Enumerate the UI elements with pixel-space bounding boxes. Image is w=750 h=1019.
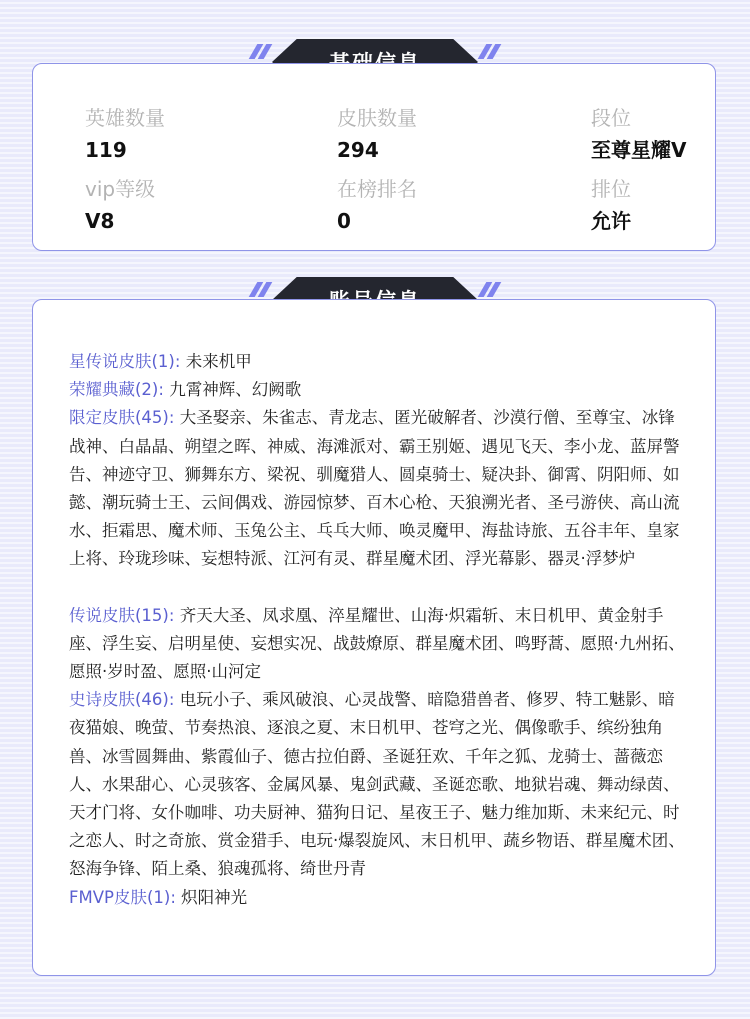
skin-category-list <box>69 348 689 912</box>
leaderboard-value: 0 <box>337 209 351 233</box>
category-gap <box>69 574 689 602</box>
skin-category-fmvp <box>69 884 689 912</box>
skin-category-legend <box>69 602 689 687</box>
skin-category-glory-collection <box>69 376 689 404</box>
leaderboard-cell <box>337 177 417 233</box>
hero-count-label: 英雄数量 <box>85 106 165 130</box>
skin-category-epic <box>69 686 689 883</box>
account-info-card <box>32 299 716 976</box>
vip-value: V8 <box>85 209 115 233</box>
category-name: 史诗皮肤(46): <box>69 690 175 710</box>
category-name: FMVP皮肤(1): <box>69 887 176 907</box>
ranking-cell <box>591 177 631 233</box>
category-skins: 大圣娶亲、朱雀志、青龙志、匿光破解者、沙漠行僧、至尊宝、冰锋战神、白晶晶、朔望之晖、神威、海滩派对、霸王别姬、遇见飞天、李小龙、蓝屏警告、神迹守卫、狮舞东方、梁祝、驯魔猎人、圆桌骑士、疑决卦、御霄、阴阳师、如懿、潮玩骑士王、云间偶戏、游园惊梦、百木心枪、天狼溯光者、圣弓游侠、高山流水、拒霜思、魔术师、玉兔公主、乓乓大师、唤灵魔甲、海盐诗旅、五谷丰年、皇家上将、玲珑珍味、妄想特派、江河有灵、群星魔术团、浮光幕影、器灵·浮梦炉 <box>69 408 680 569</box>
ranking-label: 排位 <box>591 177 631 201</box>
category-name: 荣耀典藏(2): <box>69 380 164 400</box>
ranking-value: 允许 <box>591 209 631 233</box>
skin-count-cell <box>337 106 417 162</box>
category-skins: 九霄神辉、幻阙歌 <box>169 380 302 400</box>
vip-cell <box>85 177 155 233</box>
skin-count-label: 皮肤数量 <box>337 106 417 130</box>
category-skins: 电玩小子、乘风破浪、心灵战警、暗隐猎兽者、修罗、特工魅影、暗夜猫娘、晚萤、节奏热浪、逐浪之夏、末日机甲、苍穹之光、偶像歌手、缤纷独角兽、冰雪圆舞曲、紫霞仙子、德古拉伯爵、圣诞狂欢、千年之狐、龙骑士、蔷薇恋人、水果甜心、心灵骇客、金属风暴、鬼剑武藏、圣诞恋歌、地狱岩魂、舞动绿茵、天才门将、女仆咖啡、功夫厨神、猫狗日记、星夜王子、魅力维加斯、未来纪元、时之恋人、时之奇旅、赏金猎手、电玩·爆裂旋风、末日机甲、蔬乡物语、群星魔术团、怒海争锋、陌上桑、狼魂孤将、绮世丹青 <box>69 690 685 879</box>
rank-label: 段位 <box>591 106 631 130</box>
skin-count-value: 294 <box>337 138 379 162</box>
category-skins: 齐天大圣、凤求凰、淬星耀世、山海·炽霜斩、末日机甲、黄金射手座、浮生妄、启明星使、妄想实况、战鼓燎原、群星魔术团、鸣野蒿、愿照·九州拓、愿照·岁时盈、愿照·山河定 <box>69 605 685 682</box>
skin-category-limited <box>69 404 689 573</box>
category-name: 限定皮肤(45): <box>69 408 175 428</box>
rank-cell <box>591 106 686 162</box>
category-name: 传说皮肤(15): <box>69 605 175 625</box>
category-name: 星传说皮肤(1): <box>69 352 181 371</box>
category-skins: 未来机甲 <box>185 352 252 371</box>
skin-category-star-legend <box>69 348 689 376</box>
category-skins: 炽阳神光 <box>181 887 248 907</box>
rank-value: 至尊星耀V <box>591 138 687 162</box>
hero-count-cell <box>85 106 165 162</box>
hero-count-value: 119 <box>85 138 127 162</box>
vip-label: vip等级 <box>85 177 156 201</box>
basic-info-card <box>32 63 716 251</box>
leaderboard-label: 在榜排名 <box>337 177 417 201</box>
